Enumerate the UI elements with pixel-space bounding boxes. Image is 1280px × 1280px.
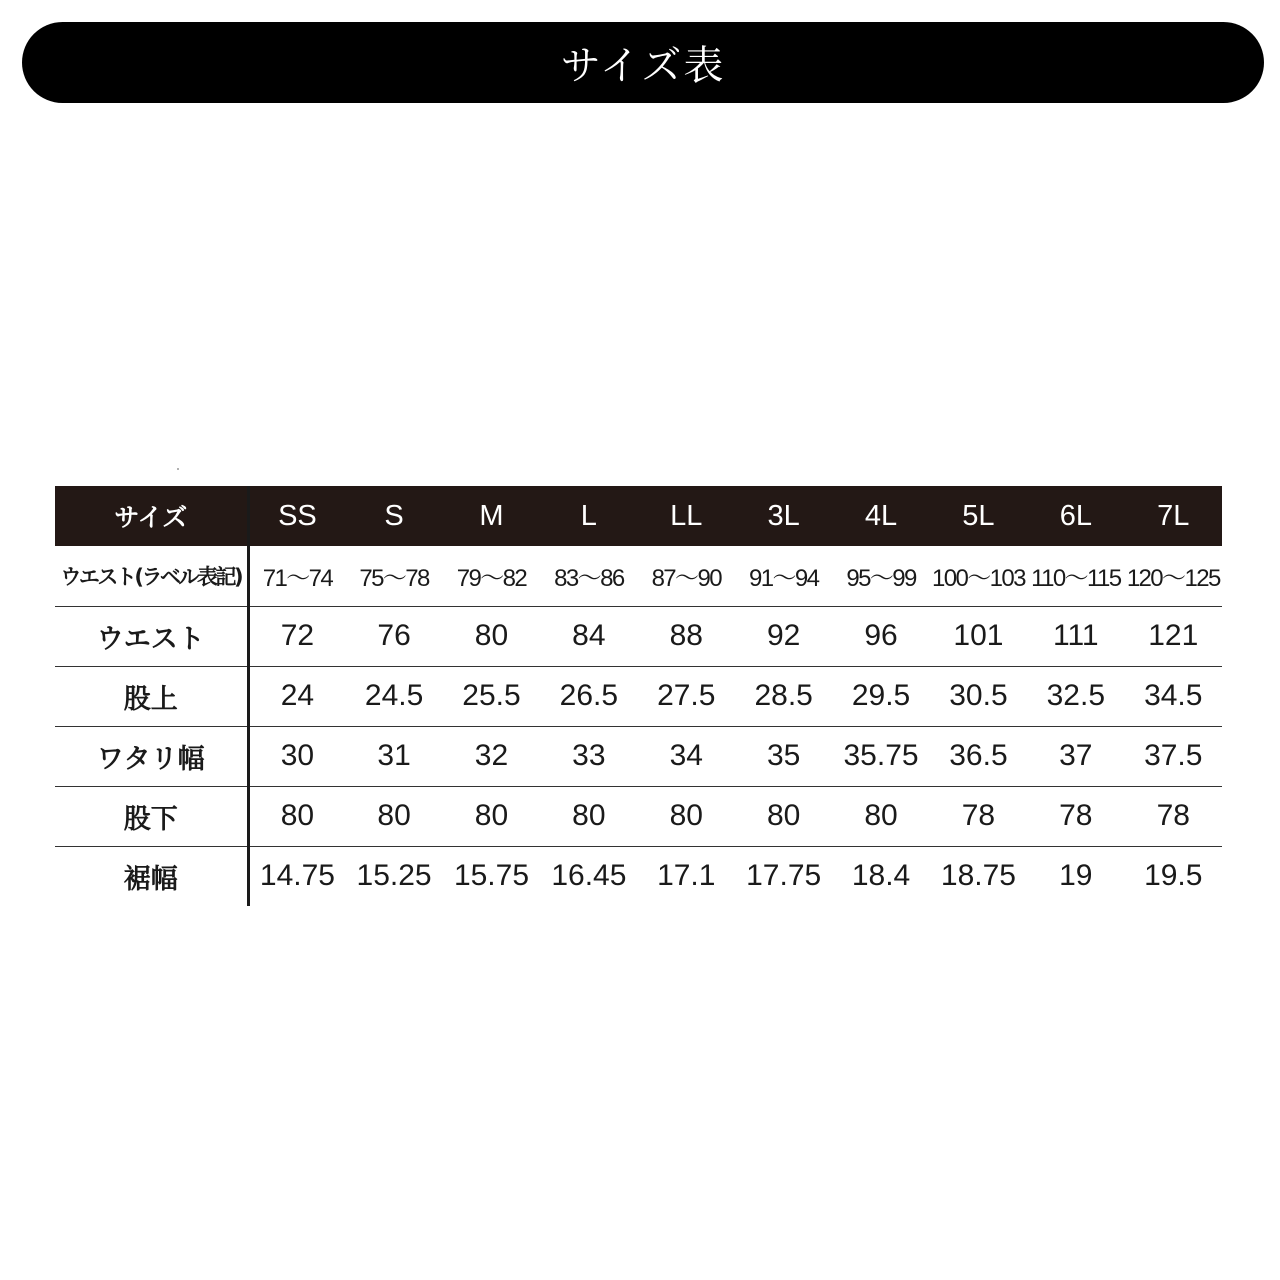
table-cell: 26.5 (559, 679, 619, 712)
page-title: サイズ表 (560, 43, 726, 89)
size-header-ss: SS (278, 499, 317, 532)
table-cell: 24.5 (364, 679, 424, 712)
table-cell: 37.5 (1144, 739, 1203, 772)
table-cell: 78 (1059, 799, 1093, 832)
table-cell: 80 (280, 799, 315, 832)
table-row-hem-width (55, 846, 1222, 906)
size-header-3l: 3L (767, 499, 800, 532)
table-cell: 80 (766, 799, 801, 832)
size-header-l: L (580, 499, 597, 532)
size-header-ll: LL (670, 499, 703, 532)
table-row-inseam (55, 786, 1222, 846)
table-cell: 32.5 (1046, 679, 1106, 712)
table-cell: 19 (1059, 859, 1093, 893)
table-cell: 19.5 (1144, 859, 1203, 893)
table-cell: 100～103 (931, 565, 1025, 593)
table-cell: 80 (474, 799, 509, 832)
stray-dot (177, 468, 179, 470)
table-cell: 120～125 (1126, 565, 1220, 593)
table-cell: 34 (669, 739, 703, 772)
table-cell: 18.4 (851, 859, 911, 893)
row-label: ウエスト(ラベル表記) (55, 546, 248, 606)
table-cell: 32 (474, 739, 509, 772)
table-header-row (55, 486, 1222, 546)
table-cell: 25.5 (462, 679, 521, 712)
table-cell: 111 (1053, 619, 1099, 652)
table-cell: 72 (280, 619, 315, 652)
table-cell: 27.5 (657, 679, 716, 712)
size-header-4l: 4L (864, 499, 898, 532)
table-cell: 17.1 (657, 859, 716, 893)
row-label: 股下 (55, 786, 248, 846)
size-header-m: M (479, 499, 504, 532)
row-label: ウエスト (55, 606, 248, 666)
table-cell: 78 (1156, 799, 1190, 832)
table-row-waist (55, 606, 1222, 666)
table-cell: 121 (1148, 619, 1199, 652)
table-row-thigh-width (55, 726, 1222, 786)
table-cell: 80 (474, 619, 509, 652)
table-cell: 71～74 (262, 565, 333, 593)
table-cell: 14.75 (259, 859, 335, 893)
table-cell: 35.75 (843, 739, 919, 772)
header-label: サイズ (55, 486, 248, 546)
table-cell: 16.45 (551, 859, 627, 893)
size-header-5l: 5L (962, 499, 995, 532)
table-cell: 79～82 (456, 565, 527, 593)
table-row-rise (55, 666, 1222, 726)
size-header-s: S (384, 499, 404, 532)
title-banner (22, 22, 1264, 103)
table-cell: 84 (572, 619, 606, 652)
table-cell: 15.75 (453, 859, 530, 893)
table-cell: 96 (864, 619, 898, 652)
table-cell: 34.5 (1144, 679, 1203, 712)
table-cell: 30.5 (949, 679, 1008, 712)
size-header-7l: 7L (1157, 499, 1190, 532)
row-label: 股上 (55, 666, 248, 726)
table-cell: 24 (280, 679, 315, 712)
table-cell: 18.75 (940, 859, 1016, 893)
size-chart-table (55, 486, 1222, 906)
table-cell: 101 (953, 619, 1004, 652)
table-cell: 88 (669, 619, 703, 652)
table-cell: 75～78 (359, 565, 429, 593)
table-cell: 83～86 (554, 565, 624, 593)
table-cell: 87～90 (651, 565, 721, 593)
table-cell: 36.5 (949, 739, 1008, 772)
table-cell: 80 (669, 799, 703, 832)
table-cell: 80 (572, 799, 606, 832)
table-cell: 31 (377, 739, 411, 772)
table-cell: 80 (864, 799, 898, 832)
table-cell: 95～99 (846, 565, 916, 593)
table-cell: 37 (1059, 739, 1093, 772)
table-cell: 92 (766, 619, 801, 652)
table-cell: 80 (377, 799, 411, 832)
size-header-6l: 6L (1059, 499, 1092, 532)
table-row-waist-label (55, 546, 1222, 606)
row-label: 裾幅 (55, 846, 248, 906)
table-cell: 15.25 (356, 859, 432, 893)
table-cell: 91～94 (748, 565, 819, 593)
table-cell: 78 (961, 799, 996, 832)
table-cell: 33 (572, 739, 606, 772)
table-cell: 28.5 (754, 679, 813, 712)
table-cell: 29.5 (851, 679, 911, 712)
table-cell: 110～115 (1031, 565, 1121, 593)
table-cell: 76 (377, 619, 411, 652)
table-cell: 30 (280, 739, 315, 772)
row-label: ワタリ幅 (55, 726, 248, 786)
table-cell: 35 (766, 739, 801, 772)
table-cell: 17.75 (746, 859, 822, 893)
